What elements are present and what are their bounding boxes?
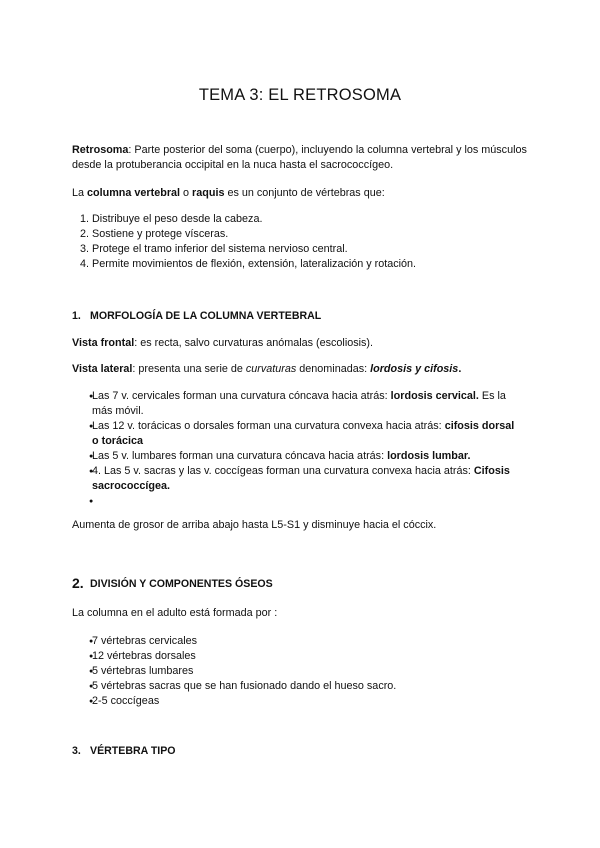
list-item-text: 12 vértebras dorsales xyxy=(92,650,196,662)
columna-term: columna vertebral xyxy=(87,187,181,199)
list-item xyxy=(72,449,522,464)
functions-list xyxy=(72,212,532,272)
columna-prefix: La xyxy=(72,187,88,199)
list-item xyxy=(72,679,522,694)
list-item xyxy=(72,257,532,272)
vertebrae-list xyxy=(72,634,522,709)
list-item-text: Protege el tramo inferior del sistema nervioso central. xyxy=(92,243,348,255)
list-item-text: 2-5 coccígeas xyxy=(92,695,160,707)
list-item xyxy=(72,227,532,242)
list-item-bold: lordosis cervical. xyxy=(390,390,479,402)
list-item-text: 7 vértebras cervicales xyxy=(92,635,198,647)
vista-lateral-label: Vista lateral xyxy=(72,363,133,375)
columna-mid: o xyxy=(180,187,193,199)
list-item-bold: Cifosis sacrococcígea. xyxy=(92,465,510,492)
vista-lateral xyxy=(72,362,532,377)
vista-frontal-text: : es recta, salvo curvaturas anómalas (escoliosis). xyxy=(134,337,374,349)
section-2-heading xyxy=(72,575,273,591)
vista-lateral-end: . xyxy=(458,363,462,375)
list-item xyxy=(72,242,532,257)
list-number: 3. xyxy=(79,243,89,255)
section-title: VÉRTEBRA TIPO xyxy=(90,745,176,757)
list-item xyxy=(72,464,522,494)
list-number: 1. xyxy=(79,213,89,225)
vista-frontal xyxy=(72,336,532,351)
vista-frontal-label: Vista frontal xyxy=(72,337,135,349)
vista-lateral-text-2: denominadas: xyxy=(296,363,371,375)
list-item-bold: cifosis dorsal o torácica xyxy=(92,420,515,447)
list-number: 2. xyxy=(79,228,89,240)
list-item xyxy=(72,494,522,509)
section-1-heading xyxy=(72,310,322,322)
retrosoma-term: Retrosoma xyxy=(72,144,129,156)
section-3-heading xyxy=(72,745,176,757)
list-item xyxy=(72,634,522,649)
list-item-text: Sostiene y protege vísceras. xyxy=(92,228,229,240)
list-item-tail: Es la más móvil. xyxy=(92,390,506,417)
curvaturas-emphasis: curvaturas xyxy=(245,363,297,375)
list-item xyxy=(72,694,522,709)
section-2-intro: La columna en el adulto está formada por : xyxy=(72,607,278,619)
list-item-text: 5 vértebras sacras que se han fusionado dando el hueso sacro. xyxy=(92,680,397,692)
columna-intro xyxy=(72,186,532,201)
list-item-text: Las 7 v. cervicales forman una curvatura cóncava hacia atrás: xyxy=(92,390,391,402)
list-item xyxy=(72,389,522,419)
lordosis-cifosis-term: lordosis y cifosis xyxy=(370,363,459,375)
retrosoma-definition xyxy=(72,143,532,173)
list-item xyxy=(72,664,522,679)
curvatures-list xyxy=(72,389,522,509)
list-item-text: Permite movimientos de flexión, extensión, lateralización y rotación. xyxy=(92,258,417,270)
section-number: 3. xyxy=(72,745,81,757)
list-item xyxy=(72,419,522,449)
raquis-term: raquis xyxy=(192,187,225,199)
section-title: MORFOLOGÍA DE LA COLUMNA VERTEBRAL xyxy=(90,310,322,322)
grosor-text: Aumenta de grosor de arriba abajo hasta L5-S1 y disminuye hacia el cóccix. xyxy=(72,519,437,531)
section-number: 2. xyxy=(72,575,84,591)
section-number: 1. xyxy=(72,310,81,322)
columna-suffix: es un conjunto de vértebras que: xyxy=(224,187,385,199)
list-item-text: 4. Las 5 v. sacras y las v. coccígeas forman una curvatura convexa hacia atrás: xyxy=(92,465,474,477)
list-item xyxy=(72,212,532,227)
list-item-text: 5 vértebras lumbares xyxy=(92,665,194,677)
list-item-bold: lordosis lumbar. xyxy=(387,450,471,462)
list-number: 4. xyxy=(79,258,89,270)
retrosoma-definition-text: : Parte posterior del soma (cuerpo), incluyendo la columna vertebral y los músculos desde la protuberancia occipital en la nuca hasta el sacrococcígeo. xyxy=(72,144,527,171)
list-item-text: Las 12 v. torácicas o dorsales forman una curvatura convexa hacia atrás: xyxy=(92,420,445,432)
vista-lateral-text: : presenta una serie de xyxy=(132,363,246,375)
section-title: DIVISIÓN Y COMPONENTES ÓSEOS xyxy=(90,578,273,590)
list-item xyxy=(72,649,522,664)
list-item-text: Distribuye el peso desde la cabeza. xyxy=(92,213,263,225)
page-title: TEMA 3: EL RETROSOMA xyxy=(198,86,402,104)
list-item-text: Las 5 v. lumbares forman una curvatura cóncava hacia atrás: xyxy=(92,450,388,462)
